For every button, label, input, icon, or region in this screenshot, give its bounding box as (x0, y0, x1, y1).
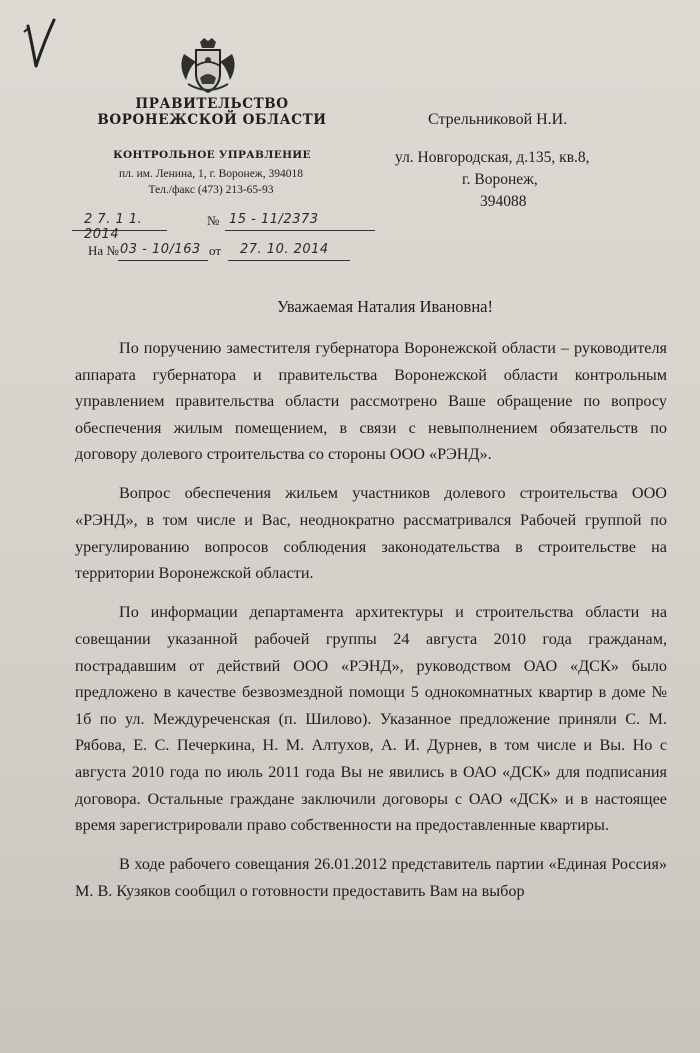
paragraph-3: По информации департамента архитектуры и строительства области на совещании указанной рабочей группы 24 августа 2010 года гражданам, пострадавшим от действий ООО «РЭНД», руководством ОАО «ДСК» было предложено в качестве безвозмездной помощи 5 однокомнатных квартир в доме № 1б по ул. Междуреченская (п. Шилово). Указанное предложение приняли С. М. Рябова, Е. С. Печеркина, Н. М. Алтухов, А. И. Дурнев, в том числе и Вы. Но с августа 2010 года по июль 2011 года Вы не явились в ОАО «ДСК» для подписания договора. Остальные граждане заключили договоры с ОАО «ДСК» и в настоящее время зарегистрировали право собственности на предоставленные квартиры. (75, 603, 667, 835)
paragraph-2: Вопрос обеспечения жильем участников долевого строительства ООО «РЭНД», в том числе и Вас, неоднократно рассматривался Рабочей группой по урегулированию вопросов соблюдения законодательства в строительстве на территории Воронежской области. (75, 484, 667, 583)
department-phone: Тел./факс (473) 213-65-93 (148, 184, 274, 196)
ref-date: 27. 10. 2014 (240, 242, 329, 257)
department-address: пл. им. Ленина, 1, г. Воронеж, 394018 (118, 168, 303, 180)
ref-number: 03 - 10/163 (120, 242, 201, 257)
paragraph-4: В ходе рабочего совещания 26.01.2012 представитель партии «Единая Россия» М. В. Кузяков сообщил о готовности предоставить Вам на выбор (75, 855, 667, 900)
letter-body (75, 335, 667, 917)
addressee-street: ул. Новгородская, д.135, кв.8, (395, 149, 590, 166)
addressee-city: г. Воронеж, (462, 171, 538, 188)
addressee-postcode: 394088 (480, 193, 527, 210)
addressee-name: Стрельниковой Н.И. (428, 111, 568, 128)
ref-from-label: от (209, 243, 222, 258)
reg-number-label: № (207, 213, 220, 228)
reg-number-line (225, 210, 375, 231)
salutation: Уважаемая Наталия Ивановна! (277, 297, 493, 316)
paragraph-1: По поручению заместителя губернатора Воронежской области – руководителя аппарата губернатора и правительства Воронежской области контрольным управлением правительства области рассмотрено Ваше обращение по вопросу обеспечения жилым помещением, в связи с невыполнением обязательств по договору долевого строительства со стороны ООО «РЭНД». (75, 339, 667, 464)
org-name (96, 96, 328, 128)
reg-date: 2 7. 1 1. 2014 (84, 212, 143, 242)
reg-date-line (72, 210, 167, 242)
handwritten-check-mark (14, 14, 62, 74)
ref-number-line (118, 240, 208, 261)
coat-of-arms-icon (176, 36, 240, 96)
org-name-line2: ВОРОНЕЖСКОЙ ОБЛАСТИ (97, 112, 327, 128)
department-name: КОНТРОЛЬНОЕ УПРАВЛЕНИЕ (113, 149, 311, 161)
org-name-line1: ПРАВИТЕЛЬСТВО (135, 96, 289, 112)
reg-number: 15 - 11/2373 (229, 212, 319, 227)
ref-number-label: На № (88, 243, 119, 258)
ref-date-line (228, 240, 350, 261)
